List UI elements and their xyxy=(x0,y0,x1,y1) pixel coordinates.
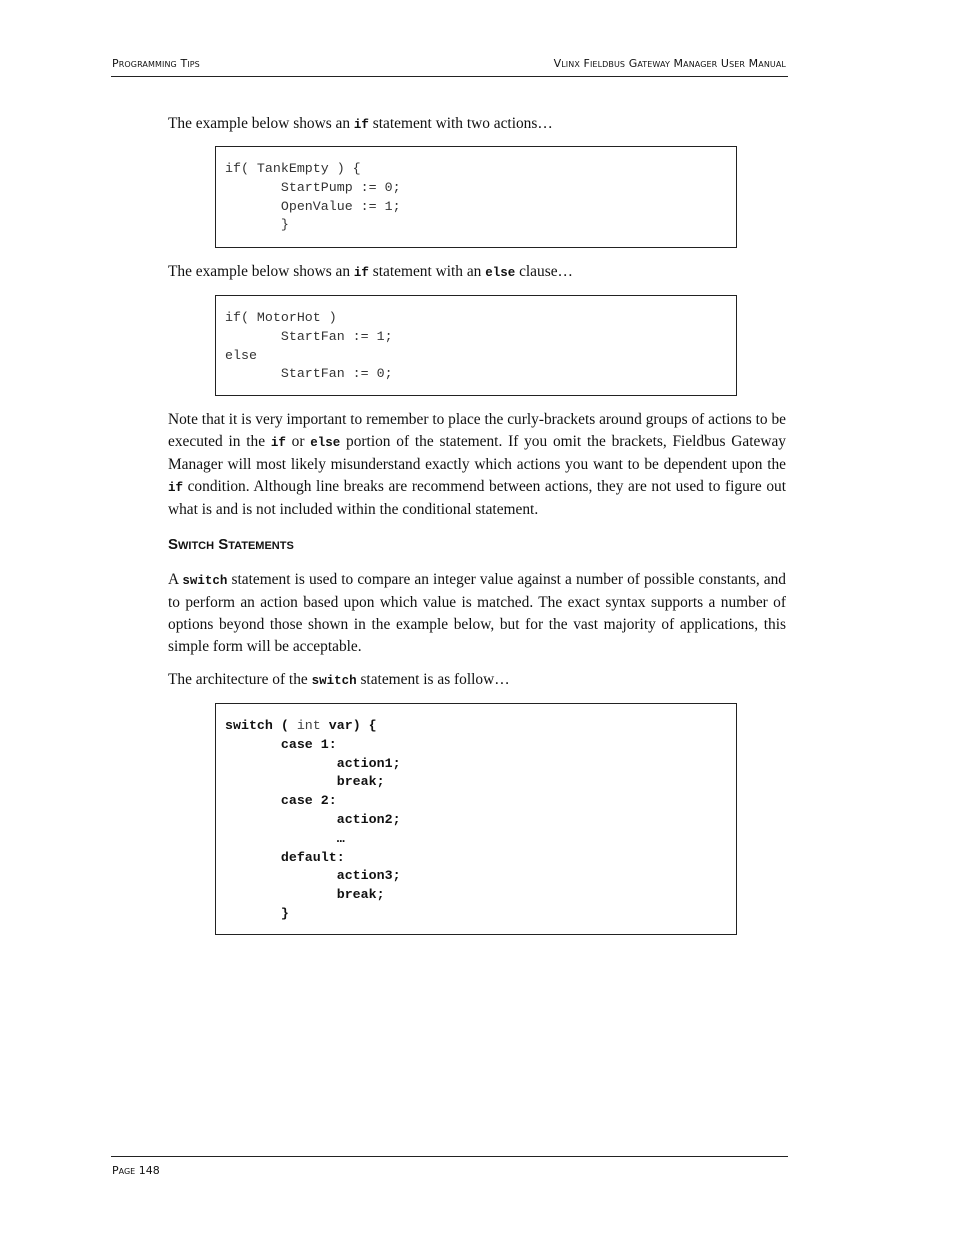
code-line: StartPump := 0; xyxy=(280,179,401,195)
intro-if-paragraph: The example below shows an if statement with two actions… xyxy=(168,115,553,132)
page-header xyxy=(111,50,788,77)
code-line: StartFan := 1; xyxy=(280,328,393,344)
code-line: break; xyxy=(336,774,385,790)
page-footer xyxy=(111,1156,788,1177)
code-line: action3; xyxy=(336,868,401,884)
code-else-text xyxy=(216,309,736,384)
code-line: … xyxy=(336,830,345,846)
page-number: Page 148 xyxy=(112,1164,160,1177)
switch-description-paragraph: A switch statement is used to compare an integer value against a number of possible constants, and to perform an action based upon which value is matched. The exact syntax supports a number of options beyond those shown in the example below, but for the vast majority of applications, this simple form will be acceptable. xyxy=(168,571,786,655)
code-switch-text: switch ( int var) { case 1: action1; break; case 2: action2; … default: action3; break; } xyxy=(225,718,401,921)
code-line: OpenValue := 1; xyxy=(280,198,401,214)
code-block-if xyxy=(215,146,737,248)
code-line: action2; xyxy=(336,811,401,827)
code-line: if( TankEmpty ) { xyxy=(225,161,361,176)
code-line: if( MotorHot ) xyxy=(225,310,337,325)
section-heading: Switch Statements xyxy=(168,536,294,553)
architecture-paragraph: The architecture of the switch statement is as follow… xyxy=(168,671,510,688)
code-block-switch xyxy=(215,703,737,935)
code-line: } xyxy=(225,905,289,921)
code-line: else xyxy=(225,347,257,363)
code-line: } xyxy=(225,217,289,233)
note-paragraph: Note that it is very important to remember to place the curly-brackets around groups of actions to be executed in the if or else portion of the statement. If you omit the brackets, Fieldbus Gateway Manager will most likely misunderstand exactly which actions you want to be dependent upon the if condition. Although line breaks are recommend between actions, they are not used to figure out what is and is not included within the conditional statement. xyxy=(168,411,786,518)
code-line: default: xyxy=(280,849,345,865)
header-section-title: Programming Tips xyxy=(112,57,200,70)
intro-else-paragraph: The example below shows an if statement with an else clause… xyxy=(168,263,573,280)
code-line: case 2: xyxy=(280,793,337,809)
code-line: case 1: xyxy=(280,736,337,752)
code-line: StartFan := 0; xyxy=(225,366,393,382)
code-line: action1; xyxy=(336,755,401,771)
code-block-else xyxy=(215,295,737,396)
code-line: break; xyxy=(336,887,385,903)
header-manual-title: Vlinx Fieldbus Gateway Manager User Manual xyxy=(553,57,786,70)
code-if-text xyxy=(216,160,736,235)
